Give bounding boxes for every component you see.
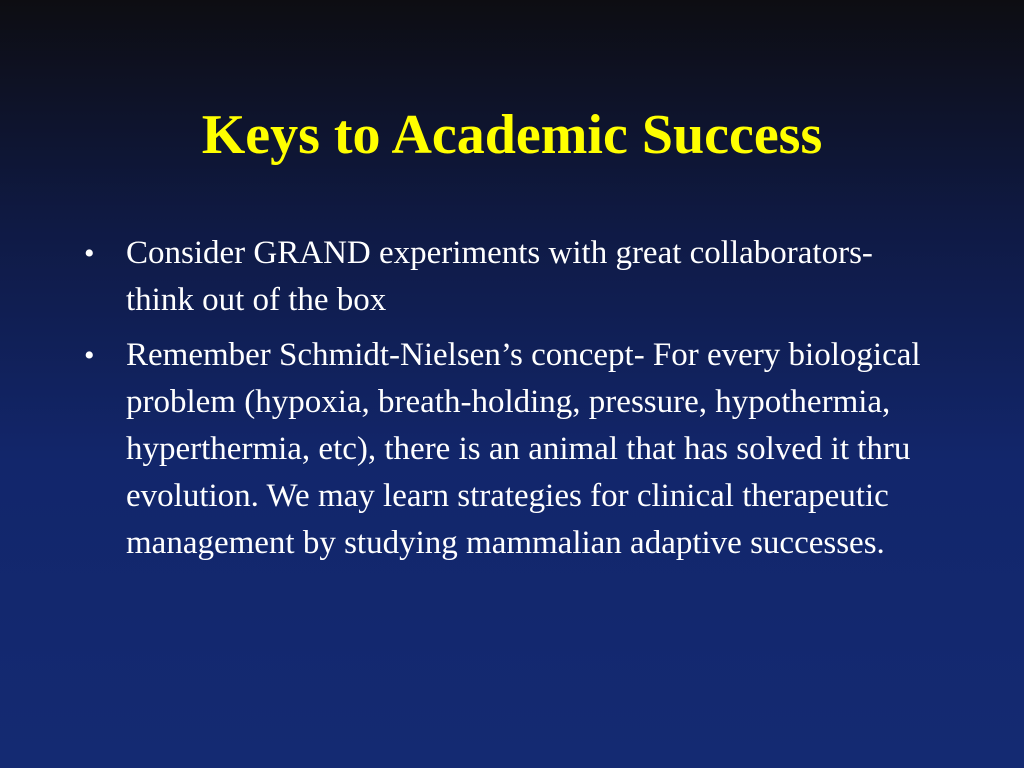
bullet-dot-icon: •: [84, 237, 95, 270]
bullet-list: [84, 230, 944, 575]
bullet-item: [84, 332, 944, 567]
slide-title: Keys to Academic Success: [201, 104, 823, 166]
bullet-text: Remember Schmidt-Nielsen’s concept- For every biological problem (hypoxia, breath-holding, pressure, hypothermia, hyperthermia, etc), there is an animal that has solved it thru evolution. We may learn strategies for clinical therapeutic management by studying mammalian adaptive successes.: [126, 337, 921, 561]
bullet-text: Consider GRAND experiments with great collaborators- think out of the box: [126, 235, 873, 318]
bullet-item: [84, 230, 944, 324]
bullet-dot-icon: •: [84, 339, 95, 372]
